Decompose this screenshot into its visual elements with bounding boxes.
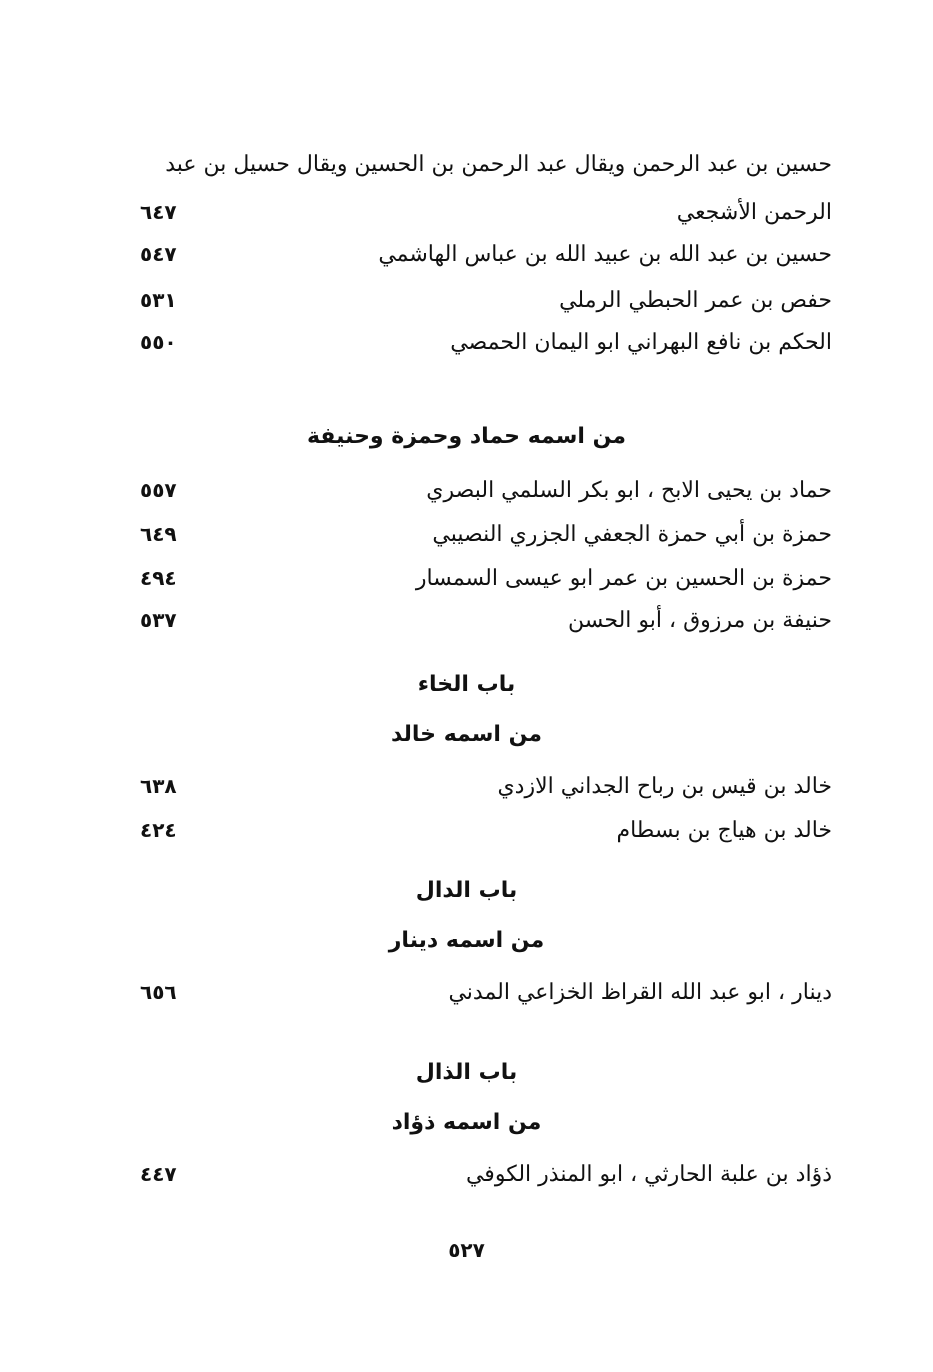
section-heading: من اسمه حماد وحمزة وحنيفة xyxy=(306,424,627,449)
entry-page: ٥٥٧ xyxy=(140,478,177,502)
entry-name: دينار ، ابو عبد الله القراظ الخزاعي المدني xyxy=(448,979,832,1005)
entry-name: حمزة بن الحسين بن عمر ابو عيسى السمسار xyxy=(415,565,832,591)
section-heading: من اسمه خالد xyxy=(390,722,543,747)
index-entry xyxy=(140,600,832,640)
index-entry xyxy=(140,234,832,274)
entry-name-line2: الرحمن الأشجعي xyxy=(676,199,832,225)
section-heading: من اسمه دينار xyxy=(388,928,545,953)
index-entry xyxy=(140,514,832,554)
entry-name: حفص بن عمر الحبطي الرملي xyxy=(559,287,832,313)
chapter-title: باب الخاء xyxy=(417,672,516,697)
section-heading: من اسمه ذؤاد xyxy=(391,1110,542,1135)
entry-name: حنيفة بن مرزوق ، أبو الحسن xyxy=(568,607,832,633)
entry-name: ذؤاد بن علبة الحارثي ، ابو المنذر الكوفي xyxy=(465,1161,832,1187)
entry-name: خالد بن قيس بن رباح الجداني الازدي xyxy=(497,773,832,799)
entry-name: الحكم بن نافع البهراني ابو اليمان الحمصي xyxy=(450,329,832,355)
entry-page: ٥٣١ xyxy=(140,288,177,312)
page-number: ٥٢٧ xyxy=(448,1238,485,1262)
entry-page: ٤٢٤ xyxy=(140,818,177,842)
entry-page: ٦٤٧ xyxy=(140,200,177,224)
entry-page: ٤٩٤ xyxy=(140,566,177,590)
index-entry xyxy=(140,558,832,598)
entry-page: ٥٤٧ xyxy=(140,242,177,266)
entry-name: حسين بن عبد الله بن عبيد الله بن عباس الهاشمي xyxy=(378,241,832,267)
chapter-title: باب الذال xyxy=(415,1060,518,1085)
entry-page: ٦٥٦ xyxy=(140,980,177,1004)
entry-page: ٥٣٧ xyxy=(140,608,177,632)
index-entry xyxy=(140,322,832,362)
chapter-title: باب الدال xyxy=(415,878,518,903)
entry-page: ٦٤٩ xyxy=(140,522,177,546)
entry-page: ٦٣٨ xyxy=(140,774,177,798)
entry-page: ٥٥٠ xyxy=(140,330,177,354)
index-entry xyxy=(140,280,832,320)
index-entry xyxy=(140,1154,832,1194)
index-entry xyxy=(140,972,832,1012)
entry-name: حماد بن يحيى الابح ، ابو بكر السلمي البصري xyxy=(426,477,832,503)
entry-name-line1: حسين بن عبد الرحمن ويقال عبد الرحمن بن الحسين ويقال حسيل بن عبد xyxy=(165,152,832,177)
index-entry xyxy=(140,470,832,510)
index-entry xyxy=(140,810,832,850)
entry-name: خالد بن هياج بن بسطام xyxy=(616,817,832,843)
index-entry xyxy=(140,192,832,232)
entry-page: ٤٤٧ xyxy=(140,1162,177,1186)
entry-name: حمزة بن أبي حمزة الجعفي الجزري النصيبي xyxy=(432,521,832,547)
index-entry xyxy=(140,766,832,806)
